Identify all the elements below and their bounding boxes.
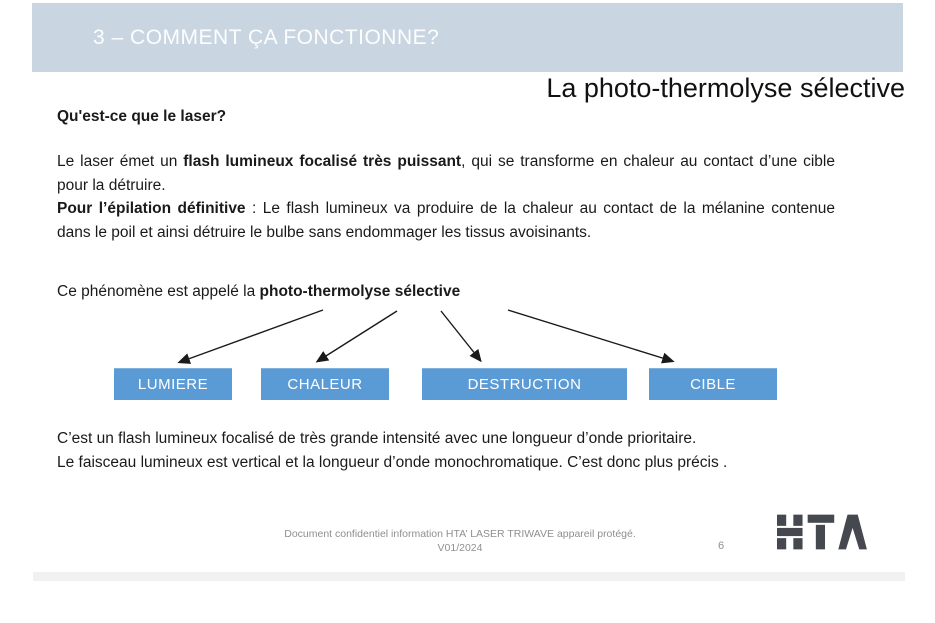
bottom-paragraphs <box>57 427 835 474</box>
footer-confidentiality <box>250 528 670 555</box>
paragraph-1-text: Le laser émet un <box>57 153 184 170</box>
paragraph-2 <box>57 197 835 244</box>
page-title: La photo-thermolyse sélective <box>546 73 905 103</box>
slide-bottom-strip <box>33 572 905 581</box>
paragraph-4: Le faisceau lumineux est vertical et la longueur d’onde monochromatique. C’est donc plus précis . <box>57 453 728 471</box>
paragraph-1-text-2: , qui se transforme en chaleur au contact d’une cible pour la détruire. <box>57 153 835 194</box>
footer-version: V01/2024 <box>437 541 483 554</box>
question-heading: Qu'est-ce que le laser? <box>57 108 227 125</box>
arrow-to-cible <box>508 310 672 361</box>
header-bar <box>32 3 903 72</box>
arrows-diagram <box>100 302 700 368</box>
body-paragraphs <box>57 150 835 244</box>
paragraph-1-bold: flash lumineux focalisé très puissant <box>183 153 462 170</box>
phenomenon-phrase <box>57 283 460 301</box>
phenomenon-phrase-text: Ce phénomène est appelé la <box>57 283 260 300</box>
page-number: 6 <box>718 540 725 552</box>
box-destruction: DESTRUCTION <box>422 368 627 400</box>
hta-logo-letters <box>777 515 867 550</box>
paragraph-2-bold: Pour l’épilation définitive <box>57 200 246 217</box>
paragraph-2-text: : Le flash lumineux va produire de la chaleur au contact de la mélanine contenue dans le poil et ainsi détruire le bulbe sans endommager les tissus avoisinants. <box>57 200 835 241</box>
arrow-to-lumiere <box>180 310 323 362</box>
section-header: 3 – COMMENT ÇA FONCTIONNE? <box>93 25 440 49</box>
box-chaleur: CHALEUR <box>261 368 389 400</box>
box-cible: CIBLE <box>649 368 777 400</box>
paragraph-3: C’est un flash lumineux focalisé de très grande intensité avec une longueur d’onde prioritaire. <box>57 430 697 447</box>
footer-line-1: Document confidentiel information HTA’ LASER TRIWAVE appareil protégé. <box>284 528 636 540</box>
arrow-to-destruction <box>441 311 480 360</box>
phenomenon-phrase-bold: photo-thermolyse sélective <box>259 283 461 300</box>
paragraph-1 <box>57 150 835 197</box>
arrow-to-chaleur <box>318 311 397 361</box>
hta-logo <box>777 511 871 553</box>
box-lumiere: LUMIERE <box>114 368 232 400</box>
